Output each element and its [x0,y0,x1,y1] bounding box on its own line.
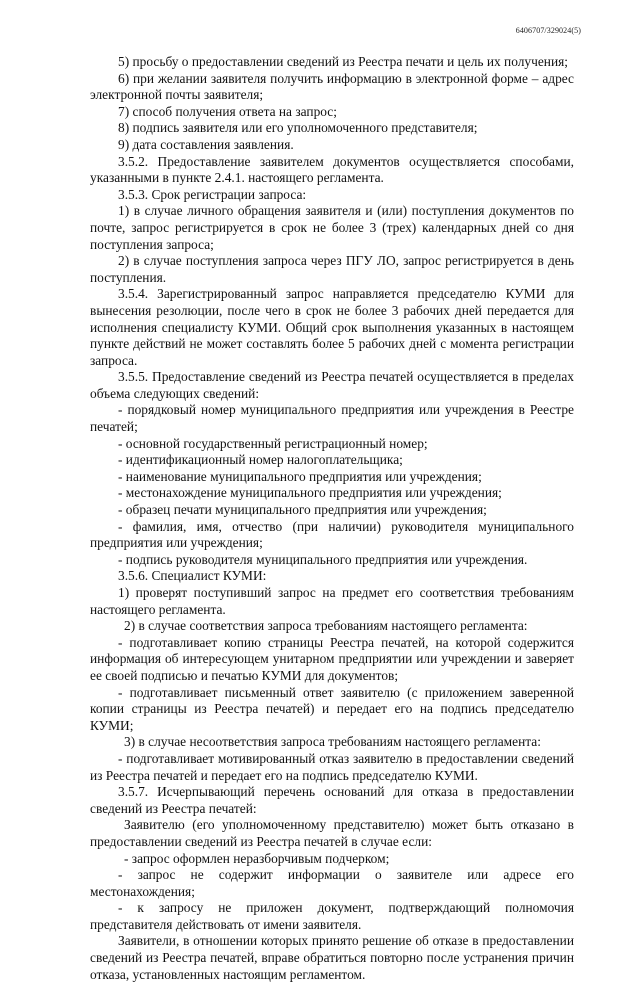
refusal-reason-2: - запрос не содержит информации о заявителе или адресе его местонахождения; [90,867,574,899]
section-3-5-2: 3.5.2. Предоставление заявителем документов осуществляется способами, указанными в пункте 2.4.1. настоящего регламента. [90,153,574,186]
section-3-5-7: 3.5.7. Исчерпывающий перечень оснований для отказа в предоставлении сведений из Реестра печатей: [90,784,574,816]
document-id: 6406707/329024(5) [515,26,581,35]
paragraph-item-8: 8) подпись заявителя или его уполномоченного представителя; [118,120,478,136]
registry-field-head-name: - фамилия, имя, отчество (при наличии) руководителя муниципального предприятия или учреждения; [90,518,574,551]
registry-field-number: - порядковый номер муниципального предприятия или учреждения в Реестре печатей; [90,402,574,435]
registration-term-1: 1) в случае личного обращения заявителя и (или) поступления документов по почте, запрос регистрируется в срок не более 3 (трех) календарных дней со дня поступления запроса; [90,203,574,252]
registry-field-inn: - идентификационный номер налогоплательщика; [118,452,403,468]
refusal-intro: Заявителю (его уполномоченному представителю) может быть отказано в предоставлении сведений из Реестра печатей в случае если: [90,817,574,849]
document-body [90,54,574,983]
specialist-step-2-answer: - подготавливает письменный ответ заявителю (с приложением заверенной копии страницы из Реестра печатей) и передает его на подпись председателю КУМИ; [90,684,574,733]
registry-field-location: - местонахождение муниципального предприятия или учреждения; [118,485,502,501]
registration-term-2: 2) в случае поступления запроса через ПГУ ЛО, запрос регистрируется в день поступления. [90,253,574,285]
specialist-step-2: 2) в случае соответствия запроса требованиям настоящего регламента: [124,618,528,634]
paragraph-item-7: 7) способ получения ответа на запрос; [118,103,337,119]
refusal-reason-3: - к запросу не приложен документ, подтверждающий полномочия представителя действовать от имени заявителя. [90,900,574,932]
paragraph-item-5: 5) просьбу о предоставлении сведений из Реестра печати и цель их получения; [118,54,569,69]
section-3-5-3: 3.5.3. Срок регистрации запроса: [118,186,307,202]
registry-field-seal-sample: - образец печати муниципального предприятия или учреждения; [118,502,487,518]
specialist-step-3-refusal: - подготавливает мотивированный отказ заявителю в предоставлении сведений из Реестра печатей и передает его на подпись председателю КУМИ. [90,750,574,783]
paragraph-item-9: 9) дата составления заявления. [118,136,294,152]
paragraph-item-6: 6) при желании заявителя получить информацию в электронной форме – адрес электронной почты заявителя; [90,70,574,103]
refusal-reason-1: - запрос оформлен неразборчивым подчерком; [124,850,390,866]
section-3-5-5: 3.5.5. Предоставление сведений из Реестра печатей осуществляется в пределах объема следующих сведений: [90,369,574,401]
section-3-5-4: 3.5.4. Зарегистрированный запрос направляется председателю КУМИ для вынесения резолюции, после чего в срок не более 3 рабочих дней передается для исполнения специалисту КУМИ. Общий срок выполнения указанных в настоящем пункте действий не может составлять более 5 рабочих дней с момента регистрации запроса. [90,286,574,368]
specialist-step-2-copy: - подготавливает копию страницы Реестра печатей, на которой содержится информация об интересующем унитарном предприятии или учреждении и заверяет ее своей подписью и печатью КУМИ для документов; [90,634,574,683]
section-3-5-6: 3.5.6. Специалист КУМИ: [118,568,267,584]
registry-field-ogrn: - основной государственный регистрационный номер; [118,435,428,451]
refusal-reapply-note: Заявители, в отношении которых принято решение об отказе в предоставлении сведений из Реестра печатей, вправе обратиться повторно после устранения причин отказа, установленных настоящим регламентом. [90,933,574,982]
registry-field-head-signature: - подпись руководителя муниципального предприятия или учреждения. [118,551,528,567]
registry-field-name: - наименование муниципального предприятия или учреждения; [118,468,482,484]
specialist-step-3: 3) в случае несоответствия запроса требованиям настоящего регламента: [124,734,541,750]
specialist-step-1: 1) проверят поступивший запрос на предмет его соответствия требованиям настоящего регламента. [90,585,574,617]
